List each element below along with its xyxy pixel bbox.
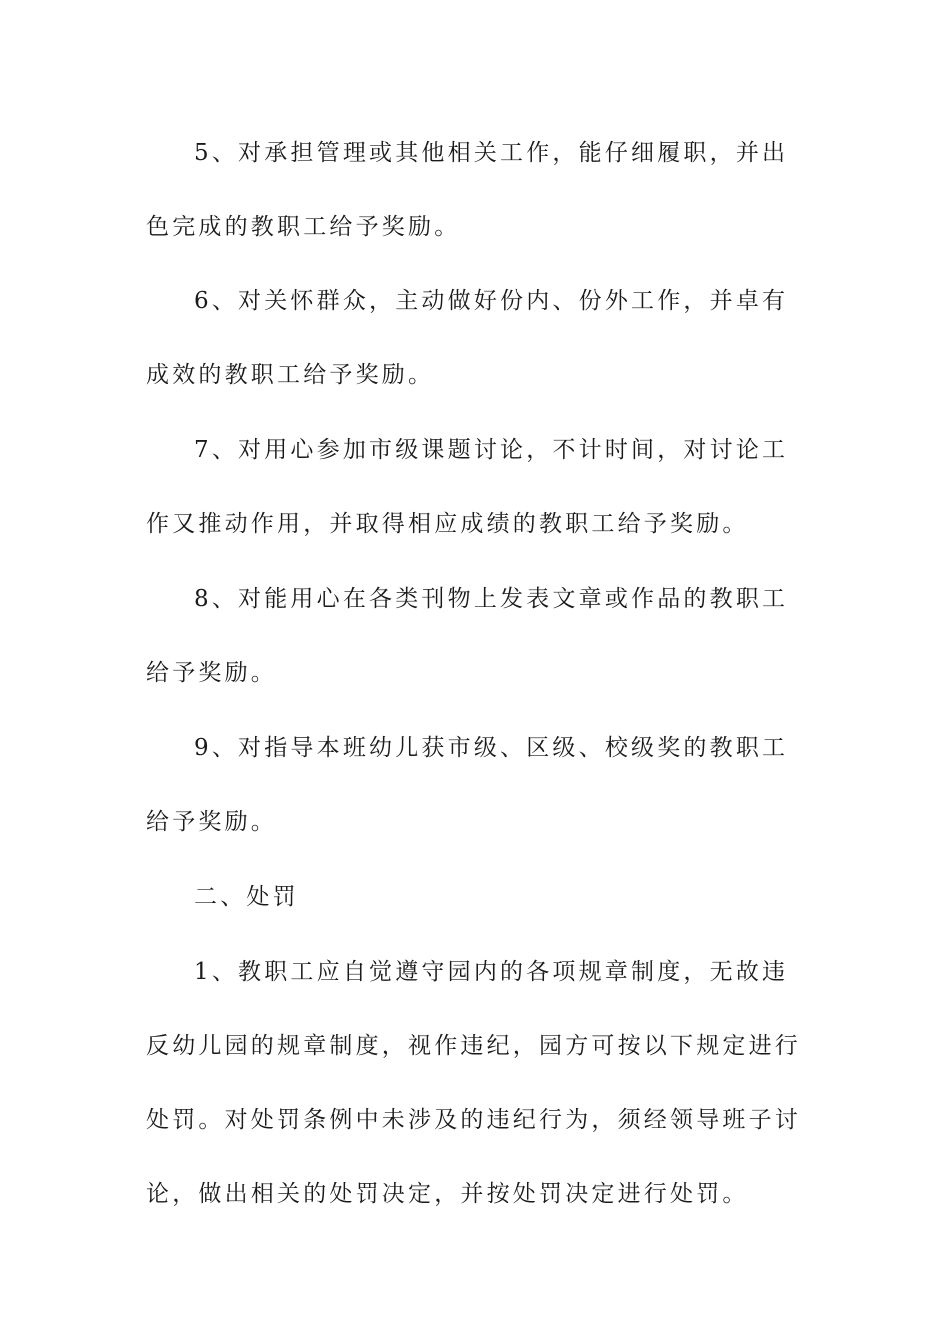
paragraph-item-9: 9、对指导本班幼儿获市级、区级、校级奖的教职工给予奖励。 [146,735,789,835]
section-heading-penalty: 二、处罚 [194,884,299,910]
paragraph-item-6: 6、对关怀群众，主动做好份内、份外工作，并卓有成效的教职工给予奖励。 [146,288,789,388]
penalty-paragraph-1: 1、教职工应自觉遵守园内的各项规章制度，无故违反幼儿园的规章制度，视作违纪，园方可按以下规定进行处罚。对处罚条例中未涉及的违纪行为，须经领导班子讨论，做出相关的处罚决定，并按处罚决定进行处罚。 [146,959,801,1207]
paragraph-item-8: 8、对能用心在各类刊物上发表文章或作品的教职工给予奖励。 [146,586,789,686]
paragraph-item-7: 7、对用心参加市级课题讨论，不计时间，对讨论工作又推动作用，并取得相应成绩的教职工给予奖励。 [146,437,789,537]
paragraph-item-5: 5、对承担管理或其他相关工作，能仔细履职，并出色完成的教职工给予奖励。 [146,140,789,240]
